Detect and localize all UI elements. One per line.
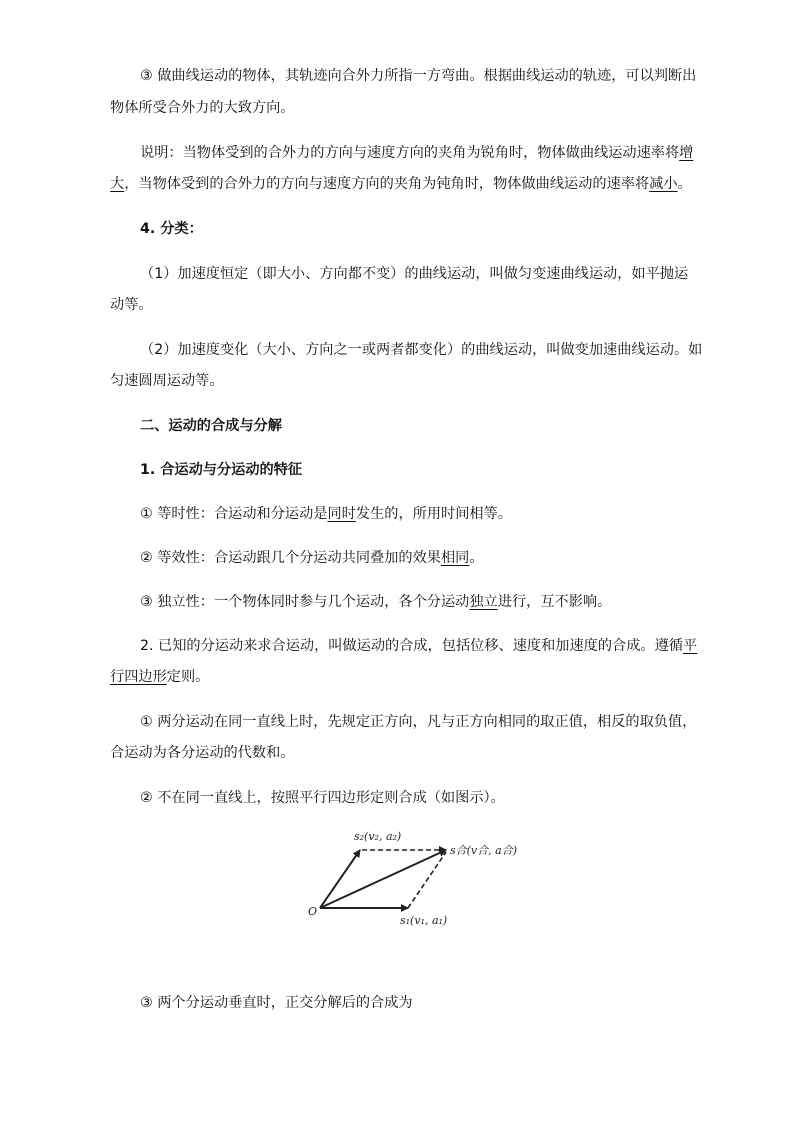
- feature-1-end: 发生的，所用时间相等。: [355, 506, 512, 522]
- p2-line1: [140, 143, 693, 163]
- s2-label: s₂(v₂, a₂): [354, 830, 402, 843]
- feature-2-text: ② 等效性：合运动跟几个分运动共同叠加的效果: [140, 550, 441, 566]
- p2-underline-2: 大: [110, 176, 125, 192]
- p5-underline-1: 平: [683, 638, 698, 654]
- p3-line1: （1）加速度恒定（即大小、方向都不变）的曲线运动，叫做匀变速曲线运动，如平抛运: [140, 266, 689, 282]
- feature-1-underline: 同时: [327, 506, 356, 522]
- p4-line2: 匀速圆周运动等。: [110, 373, 224, 389]
- feature-1-text: ① 等时性：合运动和分运动是: [140, 506, 328, 522]
- heading-features: 1. 合运动与分运动的特征: [140, 462, 303, 478]
- feature-2-end: 。: [469, 550, 484, 566]
- p2-line2-end: 。: [677, 176, 692, 192]
- resultant-label: s合(v合, a合): [450, 844, 517, 857]
- feature-1: [140, 504, 512, 524]
- p7-line: ② 不在同一直线上，按照平行四边形定则合成（如图示）。: [140, 790, 505, 806]
- p2-line1-text: 说明：当物体受到的合外力的方向与速度方向的夹角为锐角时，物体做曲线运动速率将: [140, 145, 680, 161]
- origin-label: O: [308, 905, 318, 918]
- p2-line2-text: ，当物体受到的合外力的方向与速度方向的夹角为钝角时，物体做曲线运动的速率将: [124, 176, 650, 192]
- p5-line2: [110, 667, 209, 687]
- p3-line2: 动等。: [110, 297, 153, 313]
- p2-underline-3: 减小: [649, 176, 678, 192]
- p6-line2: 合运动为各分运动的代数和。: [110, 745, 295, 761]
- p1-line2: 物体所受合外力的大致方向。: [110, 100, 295, 116]
- p5-line1-text: 2. 已知的分运动来求合运动，叫做运动的合成，包括位移、速度和加速度的合成。遵循: [140, 638, 683, 654]
- p1-line1: ③ 做曲线运动的物体，其轨迹向合外力所指一方弯曲。根据曲线运动的轨迹，可以判断出: [140, 68, 697, 84]
- s1-label: s₁(v₁, a₁): [400, 914, 448, 927]
- p5-underline-2: 行四边形: [110, 669, 167, 685]
- section-heading-2: 二、运动的合成与分解: [140, 418, 282, 434]
- feature-3-end: 进行，互不影响。: [497, 594, 612, 610]
- p8-line: ③ 两个分运动垂直时，正交分解后的合成为: [140, 995, 413, 1011]
- p6-line1: ① 两分运动在同一直线上时，先规定正方向，凡与正方向相同的取正值，相反的取负值，: [140, 714, 697, 730]
- p4-line1: （2）加速度变化（大小、方向之一或两者都变化）的曲线运动，叫做变加速曲线运动。如: [140, 342, 703, 358]
- p5-line2-text: 定则。: [166, 669, 210, 685]
- dashed-right-side: [408, 852, 446, 908]
- feature-2: [140, 548, 484, 568]
- feature-3-text: ③ 独立性：一个物体同时参与几个运动，各个分运动: [140, 594, 470, 610]
- p2-line2: [110, 174, 692, 194]
- feature-2-underline: 相同: [440, 550, 470, 566]
- feature-3-underline: 独立: [469, 594, 498, 610]
- parallelogram-diagram: [300, 820, 517, 940]
- p5-line1: [140, 636, 697, 656]
- heading-classification: 4. 分类：: [140, 221, 203, 237]
- p2-underline-1: 增: [679, 145, 694, 161]
- feature-3: [140, 592, 611, 612]
